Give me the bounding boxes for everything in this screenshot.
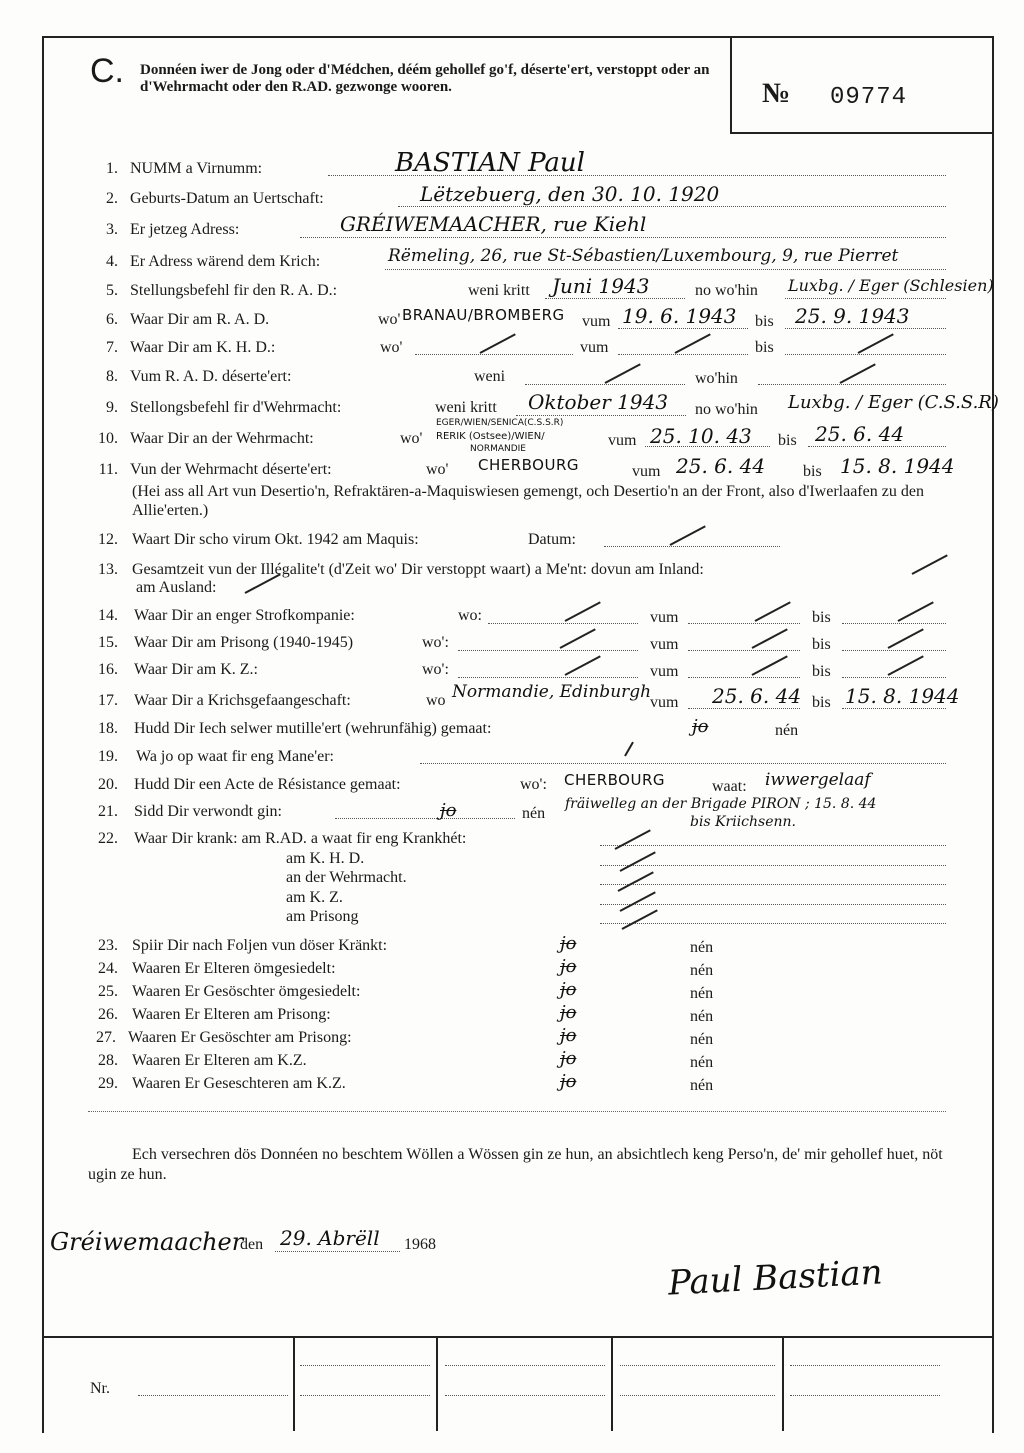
where-label: wo': bbox=[520, 776, 547, 793]
fill-line bbox=[688, 623, 800, 624]
header-bottom-line bbox=[730, 132, 992, 134]
date-label: Datum: bbox=[528, 531, 576, 548]
to-label: bis bbox=[778, 432, 797, 449]
row-label: Hudd Dir een Acte de Résistance gemaat: bbox=[134, 776, 401, 793]
fill-line bbox=[300, 1365, 430, 1366]
row-label: Waaren Er Geseschteren am K.Z. bbox=[132, 1075, 346, 1092]
fill-line bbox=[600, 904, 946, 905]
from-label: vum bbox=[580, 339, 609, 356]
fill-line bbox=[458, 650, 638, 651]
row-label: Stellongsbefehl fir d'Wehrmacht: bbox=[130, 399, 342, 416]
row-label: Waar Dir am R. A. D. bbox=[130, 311, 270, 328]
birth-handwritten: Lëtzebuerg, den 30. 10. 1920 bbox=[420, 182, 720, 206]
no-option: nén bbox=[690, 1031, 714, 1048]
row-number: 6. bbox=[106, 311, 118, 328]
no-option: nén bbox=[690, 962, 714, 979]
fill-line bbox=[785, 354, 946, 355]
yes-crossed: jo bbox=[560, 1002, 577, 1023]
fill-line bbox=[138, 1395, 288, 1396]
fill-line bbox=[758, 384, 946, 385]
fill-line bbox=[618, 354, 748, 355]
row-label: Waaren Er Elteren ömgesiedelt: bbox=[132, 960, 336, 977]
fill-line bbox=[842, 623, 946, 624]
fill-line bbox=[688, 677, 800, 678]
footer-col-4 bbox=[782, 1336, 784, 1431]
row-label: Sidd Dir verwondt gin: bbox=[134, 803, 282, 820]
fill-line bbox=[785, 298, 946, 299]
yes-crossed: jo bbox=[692, 716, 709, 737]
no-option: nén bbox=[690, 1008, 714, 1025]
row-label: Spiir Dir nach Foljen vun döser Kränkt: bbox=[132, 937, 388, 954]
no-option: nén bbox=[690, 1077, 714, 1094]
row-label: Waaren Er Gesöschter ömgesiedelt: bbox=[132, 983, 361, 1000]
from-label: vum bbox=[650, 663, 679, 680]
footer-col-1 bbox=[293, 1336, 295, 1431]
yes-crossed: jo bbox=[440, 800, 457, 821]
from-label: vum bbox=[608, 432, 637, 449]
row-label: Vun der Wehrmacht déserte'ert: bbox=[130, 461, 332, 478]
no-option: nén bbox=[690, 1054, 714, 1071]
row-label: Waaren Er Gesöschter am Prisong: bbox=[128, 1029, 352, 1046]
desertion-place-handwritten: CHERBOURG bbox=[478, 456, 580, 474]
form-number: 09774 bbox=[830, 84, 908, 111]
fill-line bbox=[385, 269, 946, 270]
when-label: weni bbox=[474, 368, 506, 385]
where-label: wo: bbox=[458, 607, 482, 624]
wehrmacht-place-handwritten: RERIK (Ostsee)/WIEN/ bbox=[436, 431, 545, 442]
row-number: 20. bbox=[98, 776, 118, 793]
no-option: nén bbox=[690, 985, 714, 1002]
row-label-2: am Ausland: bbox=[136, 579, 217, 596]
resistance-act-handwritten: iwwergelaaf bbox=[765, 770, 871, 790]
from-label: vum bbox=[650, 694, 679, 711]
row-label: Waar Dir am K. H. D.: bbox=[130, 339, 276, 356]
fill-line bbox=[785, 328, 946, 329]
fill-line bbox=[420, 763, 946, 764]
fill-line bbox=[516, 415, 686, 416]
row-number: 7. bbox=[106, 339, 118, 356]
from-label: vum bbox=[632, 463, 661, 480]
row-number: 26. bbox=[98, 1006, 118, 1023]
row-number: 16. bbox=[98, 661, 118, 678]
fill-line bbox=[790, 1395, 940, 1396]
row-label: Wa jo op waat fir eng Mane'er: bbox=[136, 748, 334, 765]
signature-handwritten: Paul Bastian bbox=[667, 1252, 884, 1304]
address-handwritten: GRÉIWEMAACHER, rue Kiehl bbox=[340, 212, 647, 236]
row-number: 25. bbox=[98, 983, 118, 1000]
row-label: Waart Dir scho virum Okt. 1942 am Maquis: bbox=[132, 531, 419, 548]
illness-sub-wehrmacht: an der Wehrmacht. bbox=[286, 869, 407, 886]
where-label: wo' bbox=[380, 339, 403, 356]
fill-line bbox=[620, 1395, 775, 1396]
row-number: 17. bbox=[98, 692, 118, 709]
row-label: NUMM a Virnumm: bbox=[130, 160, 263, 177]
footer-col-3 bbox=[611, 1336, 613, 1431]
wehrmacht-order-place-handwritten: Luxbg. / Eger (C.S.S.R) bbox=[788, 392, 999, 413]
name-handwritten: BASTIAN Paul bbox=[395, 148, 585, 178]
row-number: 22. bbox=[98, 830, 118, 847]
where-label: wo' bbox=[400, 430, 423, 447]
row-label: Er jetzeg Adress: bbox=[130, 221, 240, 238]
to-label: bis bbox=[812, 663, 831, 680]
row-number: 15. bbox=[98, 634, 118, 651]
rad-to-handwritten: 25. 9. 1943 bbox=[795, 304, 910, 328]
row-label: Geburts-Datum an Uertschaft: bbox=[130, 190, 324, 207]
number-symbol: № bbox=[762, 78, 791, 109]
form-intro: Donnéen iwer de Jong oder d'Médchen, déém gehollef go'f, déserte'ert, verstoppt oder an d'Wehrmacht oder den R.AD. gezwonge wooren. bbox=[140, 62, 710, 95]
wehrmacht-place-top-handwritten: EGER/WIEN/SENICA(C.S.S.R) bbox=[436, 418, 564, 428]
fill-line bbox=[445, 1395, 605, 1396]
fill-line bbox=[458, 677, 638, 678]
row-number: 14. bbox=[98, 607, 118, 624]
yes-crossed: jo bbox=[560, 1025, 577, 1046]
rad-from-handwritten: 19. 6. 1943 bbox=[622, 304, 737, 328]
fill-line bbox=[525, 384, 685, 385]
row-number: 19. bbox=[98, 748, 118, 765]
fill-line bbox=[398, 206, 946, 207]
row-number: 29. bbox=[98, 1075, 118, 1092]
desertion-from-handwritten: 25. 6. 44 bbox=[676, 454, 766, 478]
when-label: weni kritt bbox=[468, 282, 530, 299]
row-label: Waar Dir krank: am R.AD. a waat fir eng Krankhét: bbox=[134, 830, 467, 847]
row-label: Hudd Dir Iech selwer mutille'ert (wehrunfähig) gemaat: bbox=[134, 720, 492, 737]
yes-crossed: jo bbox=[560, 933, 577, 954]
fill-line bbox=[618, 328, 748, 329]
row-number: 8. bbox=[106, 368, 118, 385]
no-option: nén bbox=[522, 805, 546, 822]
no-option: nén bbox=[775, 722, 799, 739]
fill-line bbox=[842, 677, 946, 678]
row-label: Waar Dir a Krichsgefaangeschaft: bbox=[134, 692, 351, 709]
row-label: Waaren Er Elteren am K.Z. bbox=[132, 1052, 307, 1069]
captivity-place-handwritten: Normandie, Edinburgh bbox=[452, 682, 652, 702]
fill-line bbox=[335, 818, 515, 819]
wehrmacht-place-bottom-handwritten: NORMANDIE bbox=[470, 444, 526, 454]
where-label: no wo'hin bbox=[695, 401, 758, 418]
where-label: wo'hin bbox=[695, 370, 738, 387]
yes-crossed: jo bbox=[560, 1048, 577, 1069]
yes-crossed: jo bbox=[560, 956, 577, 977]
captivity-to-handwritten: 15. 8. 1944 bbox=[845, 684, 960, 708]
row-number: 13. bbox=[98, 561, 118, 578]
to-label: bis bbox=[755, 313, 774, 330]
illness-sub-prisong: am Prisong bbox=[286, 908, 359, 925]
to-label: bis bbox=[755, 339, 774, 356]
fill-line bbox=[300, 1395, 430, 1396]
row-number: 12. bbox=[98, 531, 118, 548]
row-number: 4. bbox=[106, 253, 118, 270]
row-label: Waaren Er Elteren am Prisong: bbox=[132, 1006, 331, 1023]
section-letter: C. bbox=[90, 52, 124, 90]
fill-line bbox=[488, 623, 638, 624]
yes-crossed: jo bbox=[560, 1071, 577, 1092]
from-label: vum bbox=[650, 609, 679, 626]
where-label: wo': bbox=[422, 634, 449, 651]
footer-col-2 bbox=[436, 1336, 438, 1431]
row-number: 24. bbox=[98, 960, 118, 977]
row-number: 23. bbox=[98, 937, 118, 954]
fill-line bbox=[842, 650, 946, 651]
nr-label: Nr. bbox=[90, 1380, 110, 1397]
what-label: waat: bbox=[712, 778, 747, 795]
row-number: 10. bbox=[98, 430, 118, 447]
to-label: bis bbox=[812, 694, 831, 711]
header-divider bbox=[730, 36, 732, 132]
fill-line bbox=[415, 354, 573, 355]
wound-note-2-handwritten: bis Kriichsenn. bbox=[690, 814, 796, 830]
where-label: wo' bbox=[378, 311, 401, 328]
fill-line bbox=[688, 708, 800, 709]
row-label: Vum R. A. D. déserte'ert: bbox=[130, 368, 292, 385]
where-label: wo bbox=[426, 692, 446, 709]
row-number: 21. bbox=[98, 803, 118, 820]
place-handwritten: Gréiwemaacher bbox=[50, 1228, 244, 1256]
row-label: Waar Dir am K. Z.: bbox=[134, 661, 258, 678]
fill-line bbox=[445, 1365, 605, 1366]
where-label: wo': bbox=[422, 661, 449, 678]
where-label: no wo'hin bbox=[695, 282, 758, 299]
row-number: 3. bbox=[106, 221, 118, 238]
row-number: 27. bbox=[96, 1029, 116, 1046]
row-label: Waar Dir am Prisong (1940-1945) bbox=[134, 634, 354, 651]
no-option: nén bbox=[690, 939, 714, 956]
rad-order-date-handwritten: Juni 1943 bbox=[552, 274, 650, 298]
wehrmacht-order-date-handwritten: Oktober 1943 bbox=[528, 390, 669, 414]
row-label: Waar Dir an der Wehrmacht: bbox=[130, 430, 314, 447]
footer-top-line bbox=[42, 1336, 992, 1338]
fill-line bbox=[275, 1251, 400, 1252]
wehrmacht-to-handwritten: 25. 6. 44 bbox=[815, 422, 905, 446]
wound-note-handwritten: fräiwelleg an der Brigade PIRON ; 15. 8. 44 bbox=[565, 796, 877, 812]
desertion-to-handwritten: 15. 8. 1944 bbox=[840, 454, 955, 478]
yes-crossed: jo bbox=[560, 979, 577, 1000]
fill-line bbox=[808, 446, 946, 447]
date-handwritten: 29. Abrëll bbox=[280, 1226, 380, 1250]
wehrmacht-from-handwritten: 25. 10. 43 bbox=[650, 424, 752, 448]
year-label: 1968 bbox=[404, 1236, 436, 1253]
fill-line bbox=[600, 923, 946, 924]
row-number: 5. bbox=[106, 282, 118, 299]
row-number: 18. bbox=[98, 720, 118, 737]
when-label: weni kritt bbox=[435, 399, 497, 416]
fill-line bbox=[620, 1365, 775, 1366]
fill-line bbox=[600, 884, 946, 885]
from-label: vum bbox=[582, 313, 611, 330]
row-number: 11. bbox=[98, 461, 118, 478]
den-label: den bbox=[240, 1236, 264, 1253]
fill-line bbox=[545, 298, 685, 299]
fill-line bbox=[600, 845, 946, 846]
war-address-handwritten: Rëmeling, 26, rue St-Sébastien/Luxembourg, 9, rue Pierret bbox=[388, 246, 899, 266]
rad-order-place-handwritten: Luxbg. / Eger (Schlesien) bbox=[788, 276, 994, 295]
row-number: 28. bbox=[98, 1052, 118, 1069]
fill-line bbox=[688, 650, 800, 651]
to-label: bis bbox=[812, 609, 831, 626]
rad-place-handwritten: BRANAU/BROMBERG bbox=[402, 306, 565, 324]
where-label: wo' bbox=[426, 461, 449, 478]
row-label: Gesamtzeit vun der Illégalite't (d'Zeit wo' Dir verstoppt waart) a Me'nt: dovun am Inland: bbox=[132, 561, 704, 578]
from-label: vum bbox=[650, 636, 679, 653]
row-number: 2. bbox=[106, 190, 118, 207]
row-number: 9. bbox=[106, 399, 118, 416]
separator-line bbox=[88, 1111, 946, 1112]
fill-line bbox=[600, 865, 946, 866]
illness-sub-khd: am K. H. D. bbox=[286, 850, 365, 867]
row-label: Stellungsbefehl fir den R. A. D.: bbox=[130, 282, 338, 299]
fill-line bbox=[604, 546, 780, 547]
illness-sub-kz: am K. Z. bbox=[286, 889, 343, 906]
to-label: bis bbox=[803, 463, 822, 480]
fill-line bbox=[790, 1365, 940, 1366]
note-desertion: (Hei ass all Art vun Desertio'n, Refraktären-a-Maquiswiesen gemengt, och Desertio'n an der Front, also d'Iwerlaafen zu den Allie'erten.) bbox=[132, 483, 924, 519]
to-label: bis bbox=[812, 636, 831, 653]
fill-line bbox=[842, 708, 946, 709]
declaration-text: Ech versechren dös Donnéen no beschtem Wöllen a Wössen gin ze hun, an absichtlech keng Perso'n, de' mir gehollef huet, nöt ugin ze hun. bbox=[88, 1146, 943, 1183]
captivity-from-handwritten: 25. 6. 44 bbox=[712, 684, 802, 708]
row-number: 1. bbox=[106, 160, 118, 177]
resistance-place-handwritten: CHERBOURG bbox=[564, 771, 666, 789]
row-label: Er Adress wärend dem Krich: bbox=[130, 253, 321, 270]
row-label: Waar Dir an enger Strofkompanie: bbox=[134, 607, 355, 624]
fill-line bbox=[300, 237, 946, 238]
